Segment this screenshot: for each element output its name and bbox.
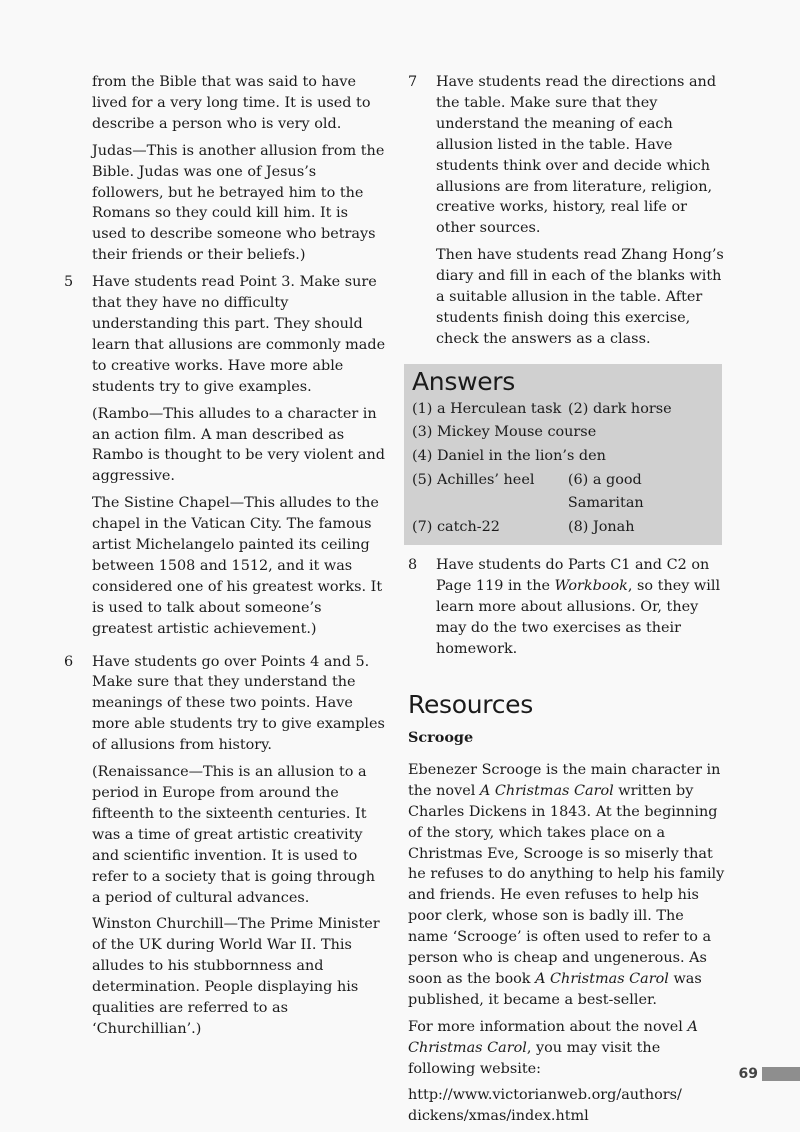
answer-row bbox=[412, 469, 722, 516]
item-text: Have students go over Points 4 and 5. Make sure that they understand the meanings of these two points. Have more able students try to give examples of allusions from history. bbox=[92, 653, 385, 754]
answer-row bbox=[412, 516, 722, 540]
right-column bbox=[408, 72, 728, 1127]
item-text-continued: Then have students read Zhang Hong’s diary and fill in each of the blanks with a suitable allusion in the table. After students finish doing this exercise, check the answers as a class. bbox=[436, 247, 724, 347]
text-part: For more information about the novel bbox=[408, 1018, 688, 1035]
answer: (8) Jonah bbox=[568, 518, 635, 535]
website-url[interactable] bbox=[408, 1085, 728, 1127]
list-item-5 bbox=[64, 272, 386, 639]
answer: (6) a good Samaritan bbox=[567, 471, 644, 512]
answer: (7) catch-22 bbox=[412, 518, 500, 535]
page-number: 69 bbox=[738, 1066, 758, 1082]
sistine-paragraph: The Sistine Chapel—This alludes to the chapel in the Vatican City. The famous artist Michelangelo painted its ceiling between 1508 and 1512, and it was considered one of his greatest works. It is used to talk about someone’s greatest artistic achievement.) bbox=[92, 495, 383, 637]
answer: (3) Mickey Mouse course bbox=[412, 424, 597, 441]
answer: (4) Daniel in the lion’s den bbox=[412, 447, 606, 464]
scrooge-paragraph bbox=[408, 760, 728, 1011]
list-item-6 bbox=[64, 652, 386, 1040]
list-item-7 bbox=[408, 72, 728, 350]
rambo-paragraph: (Rambo—This alludes to a character in an action film. A man described as Rambo is thought to be very violent and aggressive. bbox=[92, 405, 385, 485]
item-text bbox=[436, 555, 728, 660]
item-number: 6 bbox=[64, 653, 74, 670]
answer: (1) a Herculean task bbox=[412, 400, 562, 417]
continued-paragraph: from the Bible that was said to have lived for a very long time. It is used to describe a person who is very old. bbox=[92, 74, 371, 132]
item-number: 8 bbox=[408, 557, 418, 574]
item-text-part: , so they will learn more about allusions. Or, they may do the two exercises as their homework. bbox=[436, 578, 721, 657]
more-info-paragraph bbox=[408, 1017, 728, 1080]
left-column bbox=[64, 72, 386, 1046]
text-part: Ebenezer Scrooge is the main character in the novel bbox=[408, 761, 721, 799]
text-part: was published, it became a best-seller. bbox=[408, 970, 702, 1008]
book-title: A Christmas Carol bbox=[408, 1018, 698, 1056]
list-item-8 bbox=[408, 555, 728, 660]
item-text-part: Have students do Parts C1 and C2 on Page 119 in the bbox=[436, 557, 710, 595]
workbook-title: Workbook bbox=[554, 578, 628, 595]
answer-row bbox=[412, 445, 722, 469]
item-text: Have students read Point 3. Make sure that they have no difficulty understanding this part. They should learn that allusions are commonly made to creative works. Have more able students try to give examples. bbox=[92, 274, 386, 395]
book-title: A Christmas Carol bbox=[479, 782, 614, 799]
url-line: dickens/xmas/index.html bbox=[408, 1108, 589, 1125]
answers-title: Answers bbox=[412, 366, 516, 396]
footer-bar bbox=[762, 1067, 800, 1081]
resource-heading: Scrooge bbox=[408, 728, 474, 746]
item-number: 7 bbox=[408, 74, 418, 90]
answer: (2) dark horse bbox=[568, 400, 672, 417]
book-title: A Christmas Carol bbox=[535, 970, 669, 987]
item-text: Have students read the directions and the table. Make sure that they understand the meaning of each allusion listed in the table. Have students think over and decide which allusions are from literature, religion, creative works, history, real life or other sources. bbox=[436, 74, 717, 237]
text-part: , you may visit the following website: bbox=[408, 1039, 661, 1077]
answers-box bbox=[404, 364, 722, 546]
text-part: written by Charles Dickens in 1843. At the beginning of the story, which takes place on a Christmas Eve, Scrooge is so miserly that he refuses to do anything to help his family and friends. He even refuses to help his poor clerk, whose son is badly ill. The name ‘Scrooge’ is often used to refer to a person who is cheap and ungenerous. As soon as the book bbox=[408, 782, 725, 987]
churchill-paragraph: Winston Churchill—The Prime Minister of the UK during World War II. This alludes to his stubbornness and determination. People displaying his qualities are referred to as ‘Churchillian’.) bbox=[92, 916, 380, 1037]
url-line: http://www.victorianweb.org/authors/ bbox=[408, 1087, 682, 1104]
answer-row bbox=[412, 398, 722, 422]
judas-paragraph: Judas—This is another allusion from the Bible. Judas was one of Jesus’s followers, but he betrayed him to the Romans so they could kill him. It is used to describe someone who betrays their friends or their beliefs.) bbox=[92, 142, 385, 264]
answer-row bbox=[412, 421, 722, 445]
renaissance-paragraph: (Renaissance—This is an allusion to a period in Europe from around the fifteenth to the sixteenth centuries. It was a time of great artistic creativity and scientific invention. It is used to refer to a society that is going through a period of cultural advances. bbox=[92, 764, 376, 906]
resources-title: Resources bbox=[408, 689, 533, 719]
answer: (5) Achilles’ heel bbox=[412, 471, 535, 488]
page-footer bbox=[739, 1064, 800, 1084]
item-number: 5 bbox=[64, 274, 74, 291]
